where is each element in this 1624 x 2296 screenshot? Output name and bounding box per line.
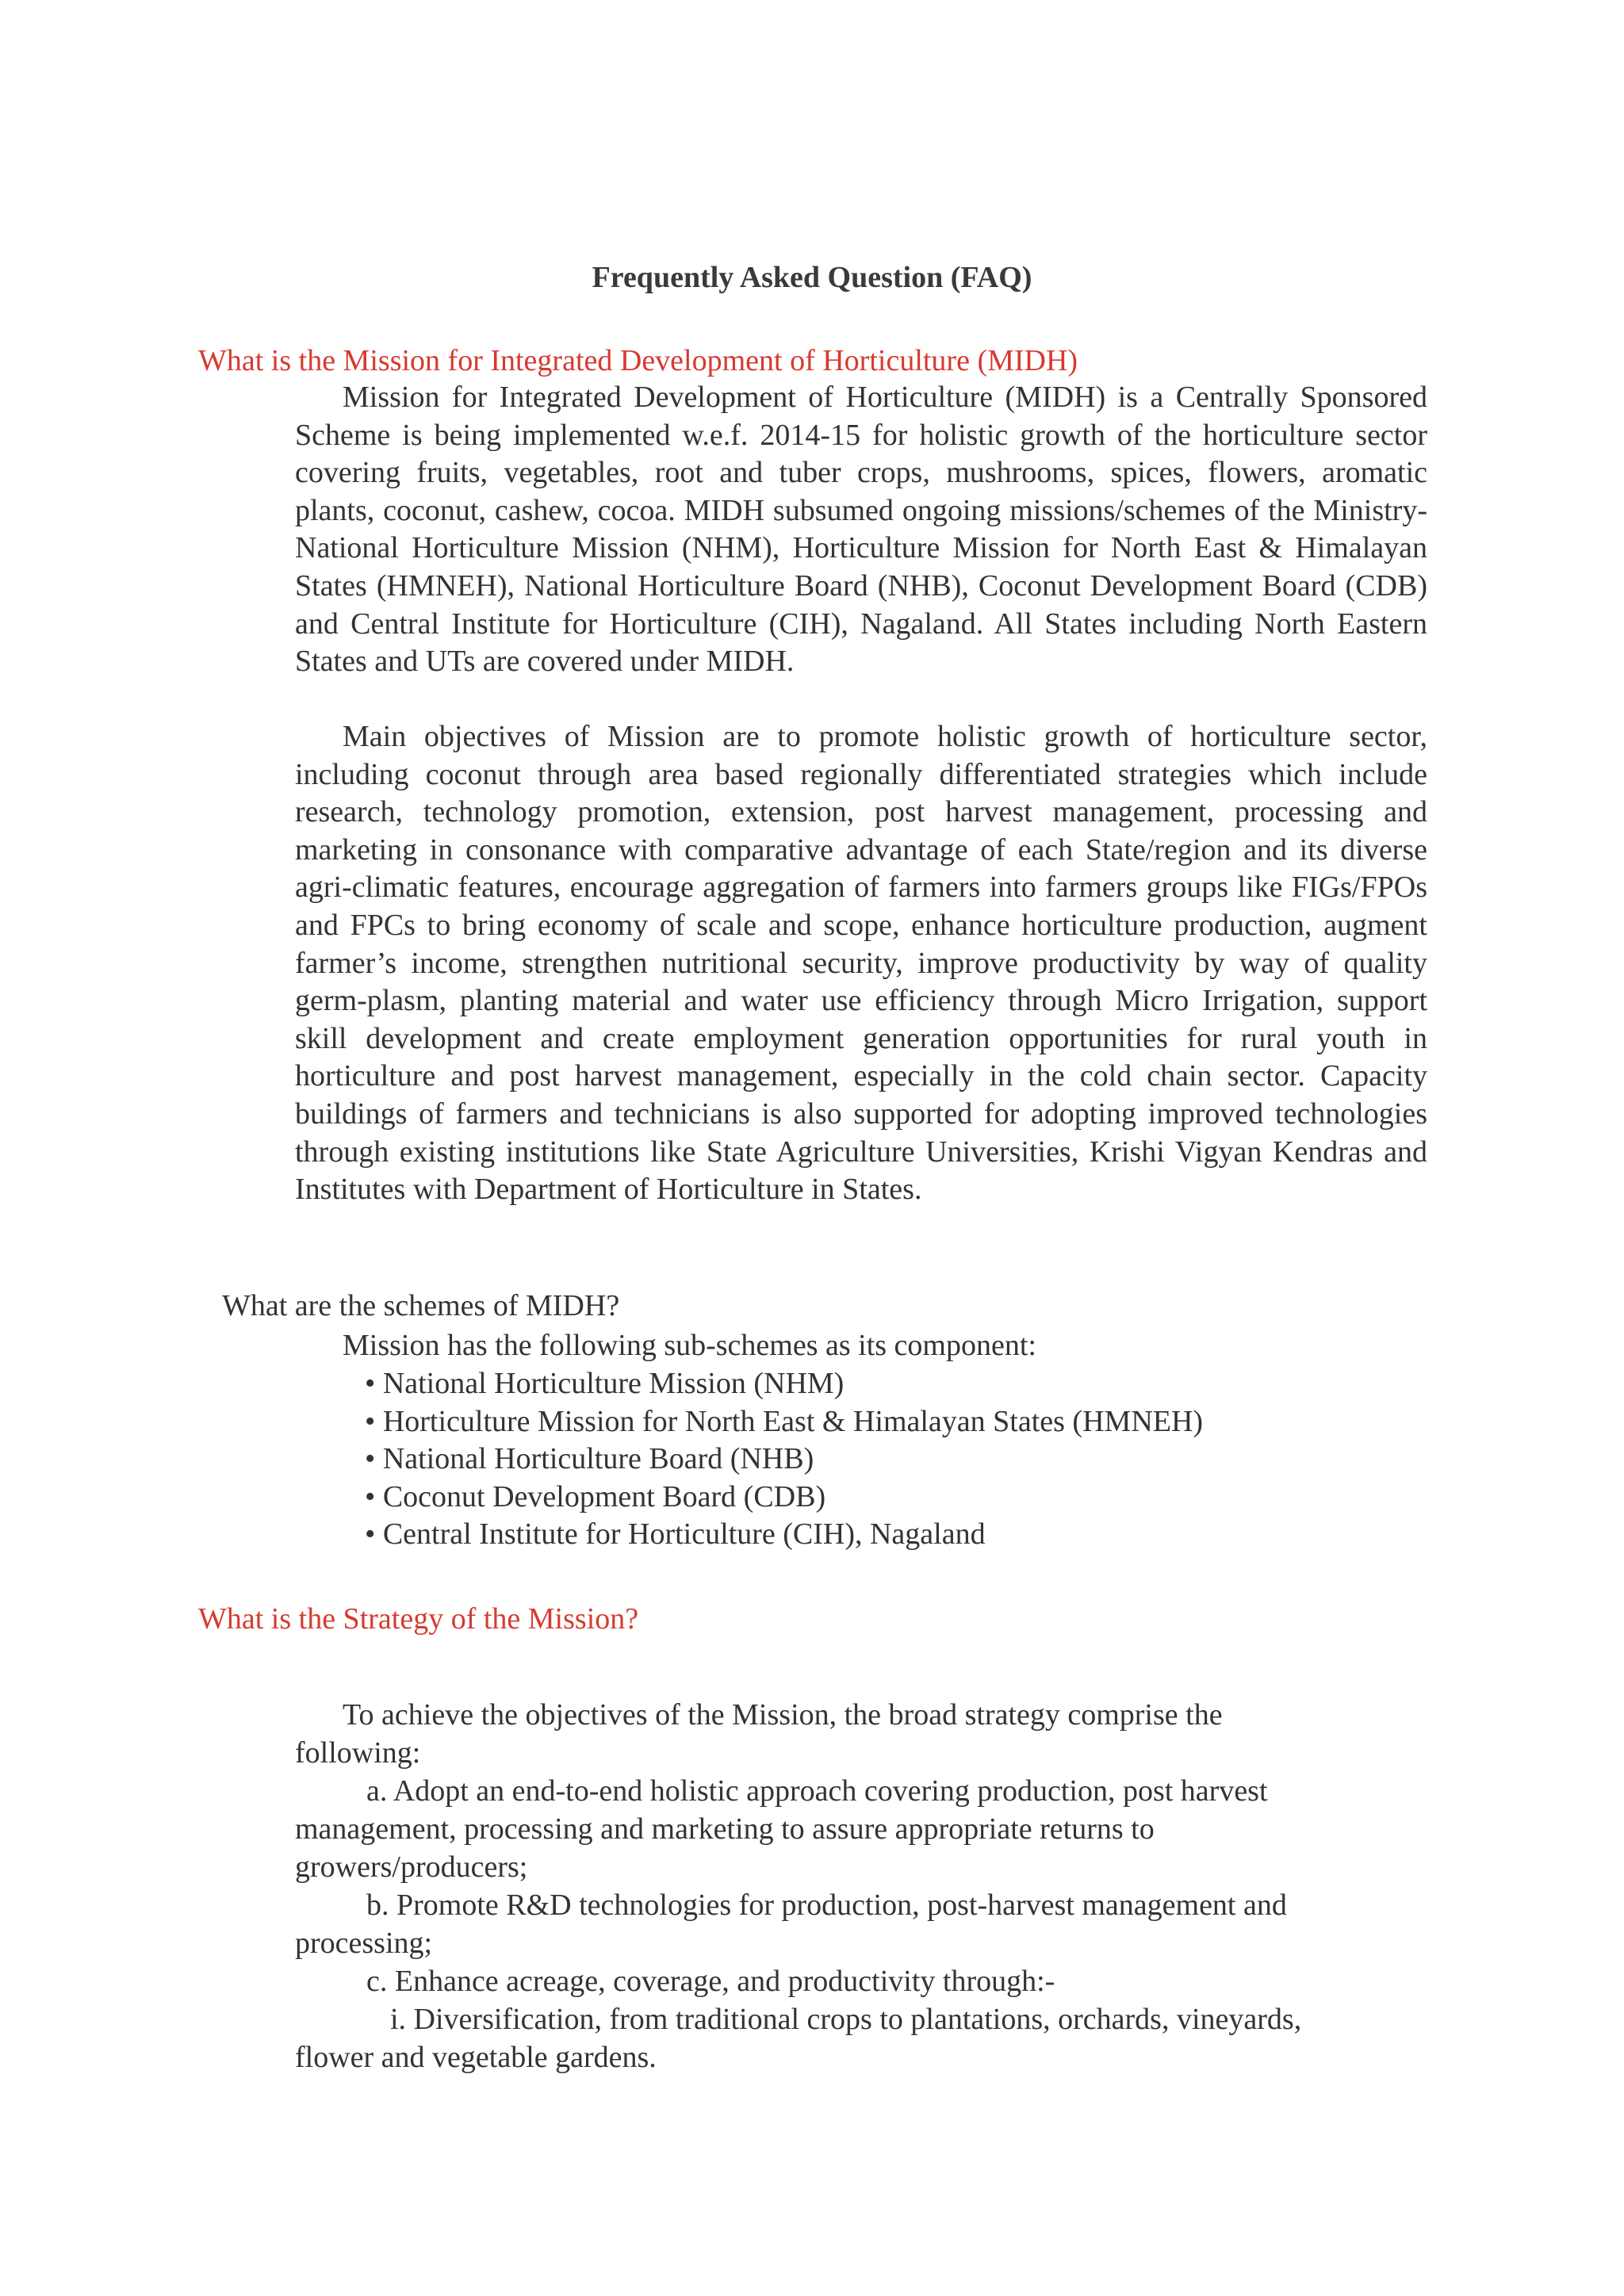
strategy-intro-line-1: To achieve the objectives of the Mission, the broad strategy comprise the <box>343 1698 1223 1732</box>
list-item: • Horticulture Mission for North East & Himalayan States (HMNEH) <box>365 1403 1203 1441</box>
strategy-item-b-line-2: processing; <box>295 1927 433 1960</box>
strategy-item-b-line-1: b. Promote R&D technologies for production, post-harvest management and <box>366 1888 1287 1922</box>
list-item: • National Horticulture Board (NHB) <box>365 1441 1203 1479</box>
strategy-item-c-line-1: c. Enhance acreage, coverage, and productivity through:- <box>366 1965 1055 1998</box>
question-midh: What is the Mission for Integrated Development of Horticulture (MIDH) <box>198 344 1078 377</box>
question-strategy: What is the Strategy of the Mission? <box>198 1602 639 1636</box>
answer-midh-paragraph-2: Main objectives of Mission are to promote holistic growth of horticulture sector, including coconut through area based regionally differentiated strategies which include research, technology promotion, extension, post harvest management, processing and marketing in consonance with comparative advantage of each State/region and its diverse agri-climatic features, encourage aggregation of farmers into farmers groups like FIGs/FPOs and FPCs to bring economy of scale and scope, enhance horticulture production, augment farmer’s income, strengthen nutritional security, improve productivity by way of quality germ-plasm, planting material and water use efficiency through Micro Irrigation, support skill development and create employment generation opportunities for rural youth in horticulture and post harvest management, especially in the cold chain sector. Capacity buildings of farmers and technicians is also supported for adopting improved technologies through existing institutions like State Agriculture Universities, Krishi Vigyan Kendras and Institutes with Department of Horticulture in States. <box>295 720 1427 1207</box>
strategy-item-c-i-line-2: flower and vegetable gardens. <box>295 2041 657 2074</box>
list-item: • National Horticulture Mission (NHM) <box>365 1365 1203 1403</box>
strategy-item-a-line-3: growers/producers; <box>295 1850 528 1884</box>
strategy-item-a-line-2: management, processing and marketing to assure appropriate returns to <box>295 1812 1155 1846</box>
strategy-item-a-line-1: a. Adopt an end-to-end holistic approach covering production, post harvest <box>366 1774 1268 1808</box>
schemes-list <box>365 1365 1203 1554</box>
strategy-item-c-i-line-1: i. Diversification, from traditional crops to plantations, orchards, vineyards, <box>390 2003 1302 2036</box>
page-title: Frequently Asked Question (FAQ) <box>592 261 1032 294</box>
answer-midh-paragraph-1: Mission for Integrated Development of Horticulture (MIDH) is a Centrally Sponsored Scheme is being implemented w.e.f. 2014-15 for holistic growth of the horticulture sector covering fruits, vegetables, root and tuber crops, mushrooms, spices, flowers, aromatic plants, coconut, cashew, cocoa. MIDH subsumed ongoing missions/schemes of the Ministry- National Horticulture Mission (NHM), Horticulture Mission for North East & Himalayan States (HMNEH), National Horticulture Board (NHB), Coconut Development Board (CDB) and Central Institute for Horticulture (CIH), Nagaland. All States including North Eastern States and UTs are covered under MIDH. <box>295 381 1427 679</box>
question-schemes: What are the schemes of MIDH? <box>222 1289 620 1322</box>
list-item: • Coconut Development Board (CDB) <box>365 1479 1203 1517</box>
list-item: • Central Institute for Horticulture (CIH), Nagaland <box>365 1516 1203 1554</box>
strategy-intro-line-2: following: <box>295 1736 421 1770</box>
schemes-intro: Mission has the following sub-schemes as its component: <box>343 1329 1036 1362</box>
